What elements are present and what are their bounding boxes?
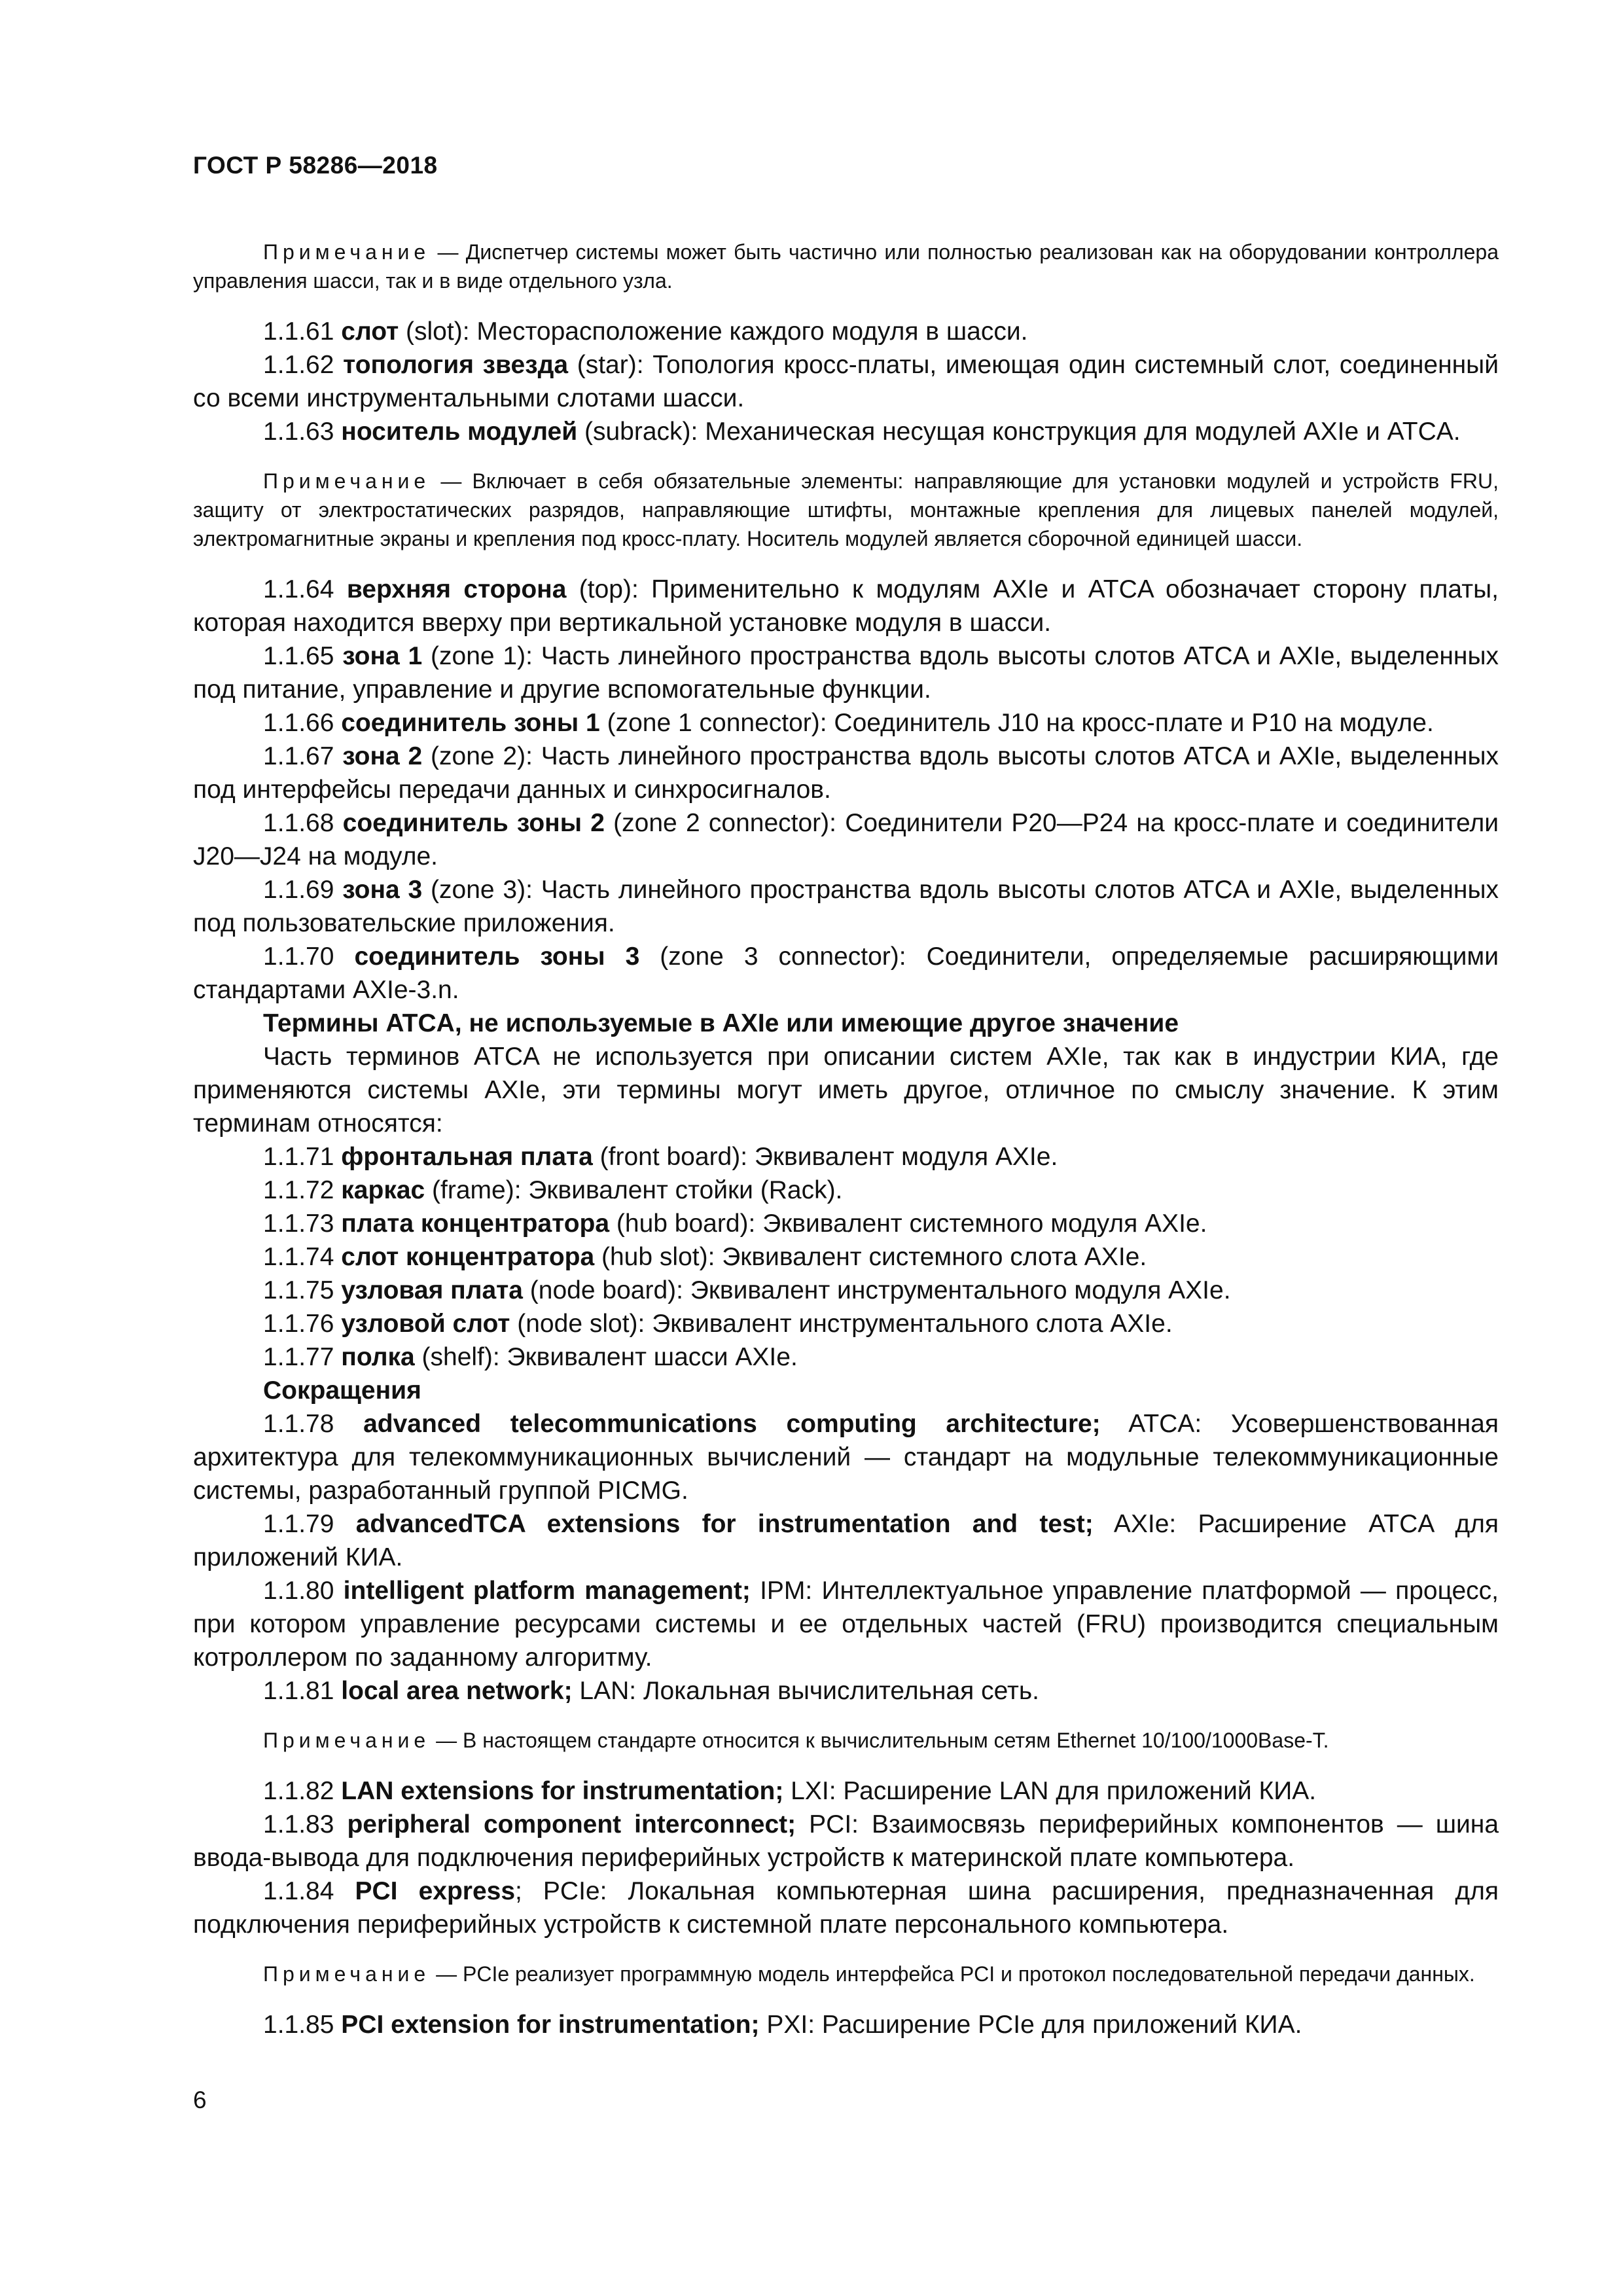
- note-label: Примечание: [263, 1962, 431, 1986]
- document-header: ГОСТ Р 58286—2018: [193, 152, 438, 179]
- term-text: (node slot): Эквивалент инструментального слота AXIe.: [510, 1310, 1173, 1338]
- section-heading: Термины ATCA, не используемые в AXIe или имеющие другое значение: [263, 1009, 1179, 1037]
- term-name: peripheral component interconnect;: [347, 1810, 796, 1839]
- term-definition: [193, 1174, 1499, 1207]
- term-definition: [193, 1207, 1499, 1240]
- term-name: плата концентратора: [341, 1210, 610, 1238]
- term-name: PCI express: [355, 1877, 516, 1905]
- term-definition: [193, 873, 1499, 940]
- term-number: 1.1.73: [263, 1210, 334, 1238]
- term-text: (zone 2 connector): Соединители P20—P24 на кросс-плате и соединители J20—J24 на модуле.: [193, 809, 1499, 870]
- term-number: 1.1.64: [263, 575, 334, 603]
- note-label: Примечание: [263, 469, 431, 493]
- term-number: 1.1.66: [263, 709, 334, 737]
- term-definition: [193, 573, 1499, 639]
- term-name: узловая плата: [341, 1276, 523, 1304]
- term-definition: [193, 639, 1499, 706]
- term-number: 1.1.78: [263, 1410, 334, 1438]
- term-number: 1.1.85: [263, 2011, 334, 2039]
- term-name: соединитель зоны 2: [342, 809, 605, 837]
- term-text: (subrack): Механическая несущая конструкция для модулей AXIe и ATCA.: [577, 418, 1461, 446]
- term-number: 1.1.84: [263, 1877, 334, 1905]
- term-text: (frame): Эквивалент стойки (Rack).: [425, 1176, 843, 1204]
- note-paragraph: [193, 238, 1499, 295]
- term-number: 1.1.70: [263, 942, 334, 971]
- term-number: 1.1.69: [263, 876, 334, 904]
- term-name: LAN extensions for instrumentation;: [341, 1777, 784, 1805]
- term-text: ATCA: Усовершенствованная архитектура для телекоммуникационных вычислений — стандарт на модульные телекоммуникационные системы, разработанный группой PICMG.: [193, 1410, 1499, 1505]
- page-number: 6: [193, 2087, 207, 2113]
- term-definition: [193, 740, 1499, 806]
- term-number: 1.1.68: [263, 809, 334, 837]
- note-text: В настоящем стандарте относится к вычислительным сетям Ethernet 10/100/1000Base-T.: [463, 1729, 1329, 1752]
- term-text: (shelf): Эквивалент шасси AXIe.: [414, 1343, 798, 1371]
- term-name: полка: [341, 1343, 415, 1371]
- term-definition: [193, 348, 1499, 415]
- note-dash: —: [430, 1729, 463, 1752]
- note-label: Примечание: [263, 1729, 431, 1752]
- term-name: зона 2: [342, 742, 423, 770]
- term-number: 1.1.67: [263, 742, 334, 770]
- term-number: 1.1.63: [263, 418, 334, 446]
- term-definition: [193, 1307, 1499, 1340]
- term-text: (hub slot): Эквивалент системного слота AXIe.: [594, 1243, 1147, 1271]
- term-name: local area network;: [341, 1677, 573, 1705]
- note-dash: —: [430, 469, 473, 493]
- term-name: носитель модулей: [341, 418, 578, 446]
- term-number: 1.1.83: [263, 1810, 334, 1839]
- term-text: LXI: Расширение LAN для приложений КИА.: [783, 1777, 1317, 1805]
- term-text: (star): Топология кросс-платы, имеющая один системный слот, соединенный со всеми инструментальными слотами шасси.: [193, 351, 1499, 412]
- term-name: advanced telecommunications computing architecture;: [363, 1410, 1101, 1438]
- term-name: каркас: [341, 1176, 425, 1204]
- term-text: (zone 1): Часть линейного пространства вдоль высоты слотов ATCA и AXIe, выделенных под питание, управление и другие вспомогательные функции.: [193, 642, 1499, 704]
- term-text: PCI: Взаимосвязь периферийных компонентов — шина ввода-вывода для подключения периферийных устройств к материнской плате компьютера.: [193, 1810, 1499, 1872]
- term-name: верхняя сторона: [346, 575, 567, 603]
- term-name: топология звезда: [343, 351, 569, 379]
- term-text: PXI: Расширение PCIe для приложений КИА.: [759, 2011, 1302, 2039]
- term-number: 1.1.82: [263, 1777, 334, 1805]
- term-name: intelligent platform management;: [343, 1577, 751, 1605]
- term-number: 1.1.74: [263, 1243, 334, 1271]
- term-text: (zone 2): Часть линейного пространства вдоль высоты слотов ATCA и AXIe, выделенных под интерфейсы передачи данных и синхросигналов.: [193, 742, 1499, 804]
- term-definition: [193, 1674, 1499, 1708]
- term-name: слот: [341, 317, 399, 346]
- term-number: 1.1.71: [263, 1143, 334, 1171]
- note-text: Включает в себя обязательные элементы: направляющие для установки модулей и устройств FRU, защиту от электростатических разрядов, направляющие штифты, монтажные крепления для лицевых панелей модулей, электромагнитные экраны и крепления под кросс-плату. Носитель модулей является сборочной единицей шасси.: [193, 469, 1499, 550]
- term-number: 1.1.76: [263, 1310, 334, 1338]
- term-text: ; PCIe: Локальная компьютерная шина расширения, предназначенная для подключения периферийных устройств к системной плате персонального компьютера.: [193, 1877, 1499, 1939]
- term-definition: [193, 1774, 1499, 1808]
- term-number: 1.1.79: [263, 1510, 334, 1538]
- term-name: PCI extension for instrumentation;: [341, 2011, 760, 2039]
- note-dash: —: [430, 240, 466, 264]
- term-text: (top): Применительно к модулям AXIe и ATCA обозначает сторону платы, которая находится вверху при вертикальной установке модуля в шасси.: [193, 575, 1499, 637]
- section-heading: Сокращения: [263, 1376, 421, 1405]
- term-text: (node board): Эквивалент инструментального модуля AXIe.: [522, 1276, 1231, 1304]
- term-name: слот концентратора: [341, 1243, 595, 1271]
- term-name: соединитель зоны 3: [354, 942, 640, 971]
- note-text: PCIe реализует программную модель интерфейса PCI и протокол последовательной передачи данных.: [463, 1962, 1475, 1986]
- term-number: 1.1.81: [263, 1677, 334, 1705]
- term-definition: [193, 1407, 1499, 1507]
- note-paragraph: [193, 1726, 1499, 1755]
- term-number: 1.1.72: [263, 1176, 334, 1204]
- term-text: (hub board): Эквивалент системного модуля AXIe.: [609, 1210, 1207, 1238]
- note-paragraph: [193, 467, 1499, 553]
- term-text: (zone 1 connector): Соединитель J10 на кросс-плате и P10 на модуле.: [599, 709, 1434, 737]
- term-number: 1.1.75: [263, 1276, 334, 1304]
- term-definition: [193, 806, 1499, 873]
- term-number: 1.1.65: [263, 642, 334, 670]
- term-text: IPM: Интеллектуальное управление платформой — процесс, при котором управление ресурсами системы и ее отдельных частей (FRU) производится специальным котроллером по заданному алгоритму.: [193, 1577, 1499, 1672]
- term-definition: [193, 706, 1499, 740]
- term-definition: [193, 315, 1499, 348]
- term-text: (zone 3): Часть линейного пространства вдоль высоты слотов ATCA и AXIe, выделенных под пользовательские приложения.: [193, 876, 1499, 937]
- term-definition: [193, 1808, 1499, 1874]
- term-number: 1.1.61: [263, 317, 334, 346]
- term-name: узловой слот: [341, 1310, 510, 1338]
- note-dash: —: [430, 1962, 463, 1986]
- note-text: Диспетчер системы может быть частично или полностью реализован как на оборудовании контроллера управления шасси, так и в виде отдельного узла.: [193, 240, 1499, 293]
- term-number: 1.1.77: [263, 1343, 334, 1371]
- term-text: LAN: Локальная вычислительная сеть.: [572, 1677, 1040, 1705]
- term-definition: [193, 1574, 1499, 1674]
- term-name: advancedTCA extensions for instrumentation and test;: [355, 1510, 1094, 1538]
- term-number: 1.1.80: [263, 1577, 334, 1605]
- term-definition: [193, 1140, 1499, 1174]
- note-paragraph: [193, 1960, 1499, 1988]
- term-text: (front board): Эквивалент модуля AXIe.: [592, 1143, 1058, 1171]
- note-label: Примечание: [263, 240, 431, 264]
- document-body: [193, 219, 1499, 2041]
- term-name: фронтальная плата: [341, 1143, 593, 1171]
- term-name: соединитель зоны 1: [341, 709, 600, 737]
- term-number: 1.1.62: [263, 351, 334, 379]
- term-text: AXIe: Расширение ATCA для приложений КИА.: [193, 1510, 1499, 1571]
- term-definition: [193, 2008, 1499, 2041]
- term-definition: [193, 940, 1499, 1007]
- term-definition: [193, 1874, 1499, 1941]
- term-definition: [193, 1274, 1499, 1307]
- term-definition: [193, 1507, 1499, 1574]
- term-text: (zone 3 connector): Соединители, определяемые расширяющими стандартами AXIe-3.n.: [193, 942, 1499, 1004]
- term-definition: [193, 1340, 1499, 1374]
- term-definition: [193, 415, 1499, 448]
- term-definition: [193, 1240, 1499, 1274]
- term-name: зона 1: [342, 642, 423, 670]
- term-name: зона 3: [342, 876, 423, 904]
- term-text: (slot): Месторасположение каждого модуля в шасси.: [399, 317, 1028, 346]
- body-paragraph: Часть терминов ATCA не используется при описании систем AXIe, так как в индустрии КИА, где применяются системы AXIe, эти термины могут иметь другое, отличное по смыслу значение. К этим терминам относятся:: [193, 1043, 1499, 1138]
